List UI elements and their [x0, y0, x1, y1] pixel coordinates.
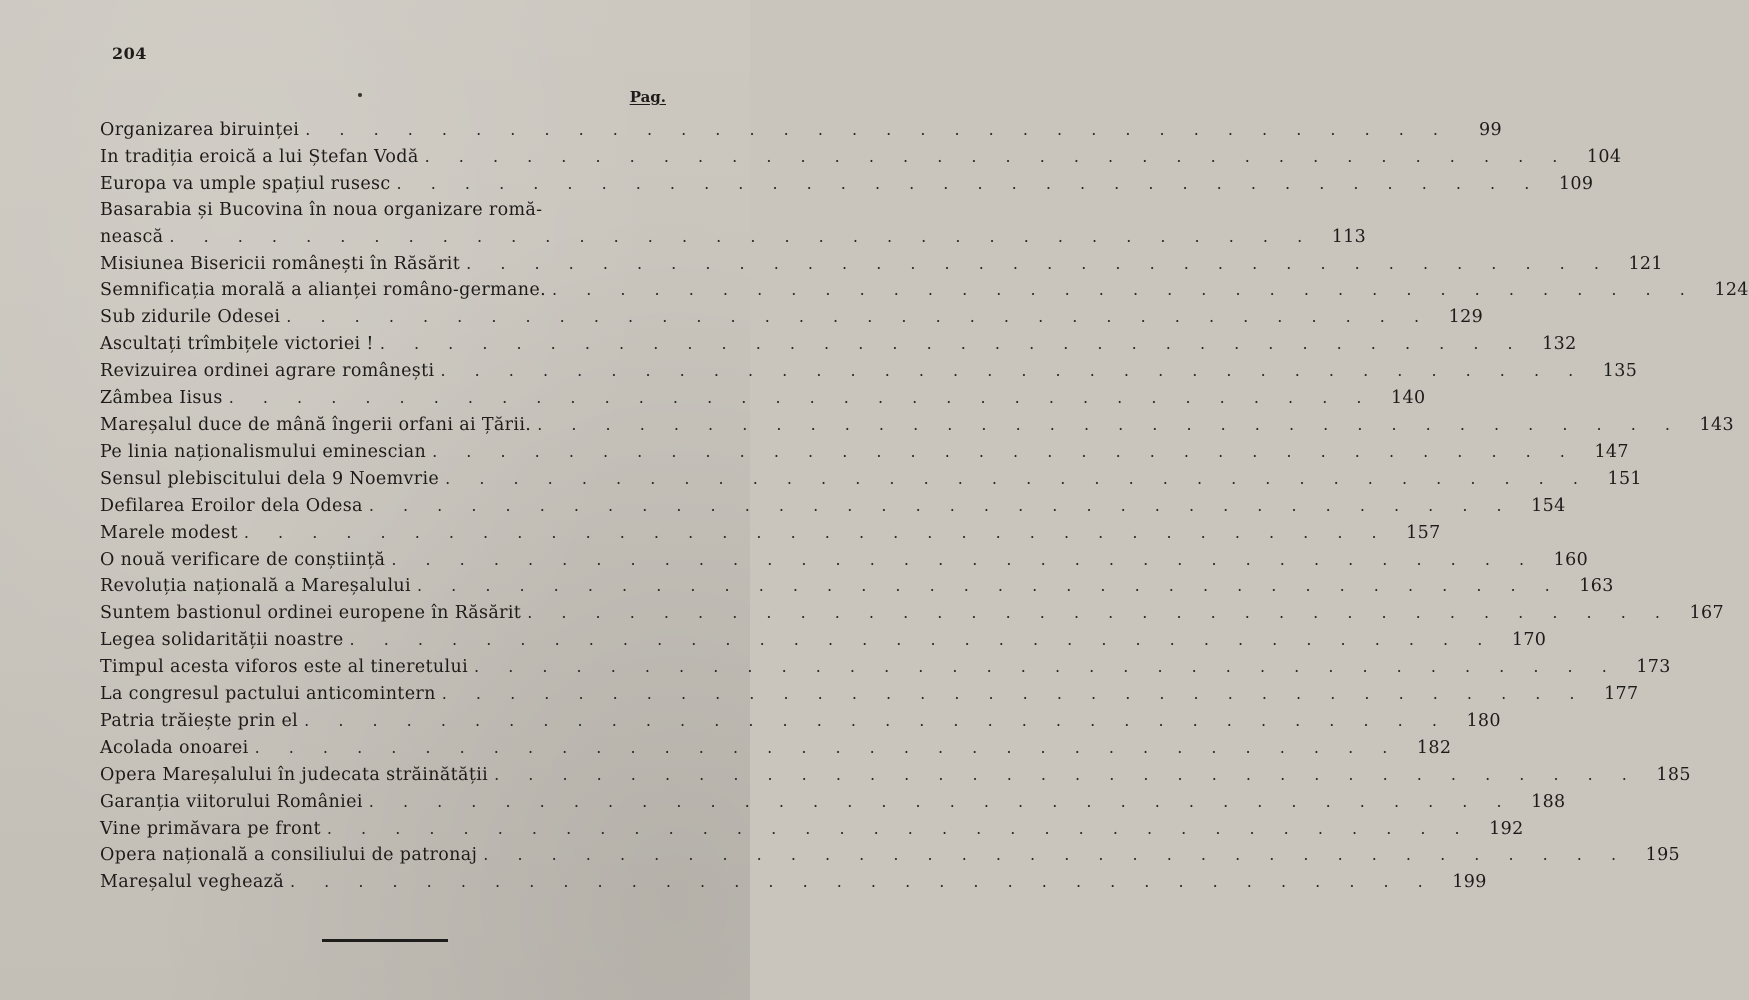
toc-line — [100, 869, 1487, 896]
toc-line — [100, 600, 1724, 627]
toc-entry — [100, 439, 1629, 466]
dot-leader: . . . . . . . . . . . . . . . . . . . . . . . . . . . . . . . . . . — [243, 522, 1389, 542]
dot-leader: . . . . . . . . . . . . . . . . . . . . . . . . . . . . . . . . . . — [441, 684, 1587, 704]
table-of-contents — [100, 117, 1749, 896]
toc-entry-title: Patria trăiește prin el — [100, 710, 299, 731]
toc-entry-title: Legea solidarității noastre — [100, 630, 344, 651]
toc-entry — [100, 144, 1622, 171]
toc-line — [100, 171, 1594, 198]
dot-leader: . . . . . . . . . . . . . . . . . . . . . . . . . . . . . . . . . . — [289, 872, 1435, 892]
toc-entry-page: 199 — [1452, 872, 1487, 893]
toc-entry-page: 192 — [1489, 818, 1524, 839]
toc-entry-title: Revoluția națională a Mareșalului — [100, 576, 411, 597]
toc-entry-page: 173 — [1636, 657, 1671, 678]
dot-leader: . . . . . . . . . . . . . . . . . . . . . . . . . . . . . . . . . . — [527, 603, 1672, 623]
toc-entry-page: 180 — [1466, 710, 1501, 731]
toc-entry-page: 177 — [1604, 684, 1639, 705]
toc-entry-page: 113 — [1331, 226, 1367, 247]
toc-entry-title: Mareșalul veghează — [100, 872, 284, 893]
toc-entry — [100, 735, 1452, 762]
toc-line — [100, 144, 1622, 171]
toc-entry-title: Ascultați trîmbițele victoriei ! — [100, 334, 374, 355]
toc-entry-title: Garanția viitorului României — [100, 791, 363, 812]
dot-leader: . . . . . . . . . . . . . . . . . . . . . . . . . . . . . . . . . . — [368, 791, 1514, 811]
toc-entry — [100, 198, 1367, 251]
toc-line — [100, 331, 1577, 358]
toc-entry-title: Europa va umple spațiul rusesc — [100, 173, 391, 194]
toc-entry — [100, 331, 1577, 358]
toc-line — [100, 493, 1566, 520]
toc-entry-page: 185 — [1656, 764, 1691, 785]
dot-leader: . . . . . . . . . . . . . . . . . . . . . . . . . . . . . . . . . . — [254, 737, 1400, 757]
toc-entry-title: Timpul acesta viforos este al tineretului — [100, 657, 469, 678]
toc-line — [100, 520, 1441, 547]
toc-entry-page: 157 — [1406, 522, 1441, 543]
toc-line — [100, 412, 1734, 439]
toc-entry — [100, 547, 1589, 574]
dot-leader: . . . . . . . . . . . . . . . . . . . . . . . . . . . . . . . . . . — [445, 468, 1590, 488]
toc-entry-page: 147 — [1594, 441, 1629, 462]
toc-entry — [100, 762, 1691, 789]
dot-leader: . . . . . . . . . . . . . . . . . . . . . . . . . . . . . . . . . . — [494, 764, 1639, 784]
dot-leader: . . . . . . . . . . . . . . . . . . . . . . . . . . . . . . . . . . — [391, 549, 1537, 569]
toc-entry-page: 170 — [1511, 630, 1547, 651]
toc-entry — [100, 304, 1484, 331]
toc-line — [100, 654, 1671, 681]
dot-leader: . . . . . . . . . . . . . . . . . . . . . . . . . . . . . . . . . . — [424, 146, 1570, 166]
dot-leader: . . . . . . . . . . . . . . . . . . . . . . . . . . . . . . . . . . — [349, 630, 1495, 650]
dot-leader: . . . . . . . . . . . . . . . . . . . . . . . . . . . . . . . . . . — [416, 576, 1562, 596]
dot-leader: . . . . . . . . . . . . . . . . . . . . . . . . . . . . . . . . . . — [466, 253, 1611, 273]
toc-entry-title: Revizuirea ordinei agrare românești — [100, 361, 435, 382]
toc-entry-page: 109 — [1558, 173, 1594, 194]
toc-entry — [100, 681, 1639, 708]
toc-entry-title-line1: Basarabia și Bucovina în noua organizare romă- — [100, 199, 543, 220]
toc-entry-title: La congresul pactului anticomintern — [100, 684, 436, 705]
toc-entry-title: Acolada onoarei — [100, 737, 249, 758]
toc-entry-page: 160 — [1553, 549, 1589, 570]
dot-leader: . . . . . . . . . . . . . . . . . . . . . . . . . . . . . . . . . . — [379, 334, 1525, 354]
toc-line — [100, 681, 1639, 708]
toc-line — [100, 735, 1452, 762]
toc-line — [100, 627, 1547, 654]
toc-entry — [100, 385, 1426, 412]
dot-leader: . . . . . . . . . . . . . . . . . . . . . . . . . . . . . . . . . . — [474, 657, 1619, 677]
toc-entry-title: Misiunea Bisericii românești în Răsărit — [100, 253, 461, 274]
toc-entry-page: 154 — [1531, 495, 1566, 516]
toc-entry — [100, 117, 1502, 144]
toc-entry — [100, 412, 1734, 439]
toc-line — [100, 439, 1629, 466]
toc-line — [100, 708, 1501, 735]
toc-entry — [100, 493, 1566, 520]
toc-entry — [100, 708, 1501, 735]
toc-entry — [100, 277, 1749, 304]
toc-entry-title: Defilarea Eroilor dela Odesa — [100, 495, 363, 516]
toc-entry — [100, 600, 1724, 627]
toc-line — [100, 762, 1691, 789]
toc-entry-page: 143 — [1699, 414, 1734, 435]
toc-line — [100, 573, 1614, 600]
toc-entry-title: Zâmbea Iisus — [100, 388, 223, 409]
toc-entry — [100, 627, 1547, 654]
toc-entry-page: 121 — [1628, 253, 1663, 274]
toc-entry-title: Opera națională a consiliului de patronaj — [100, 845, 478, 866]
page-number: 204 — [112, 44, 147, 63]
dot-leader: . . . . . . . . . . . . . . . . . . . . . . . . . . . . . . . . . . — [396, 173, 1542, 193]
toc-entry-title: Sub zidurile Odesei — [100, 307, 281, 328]
toc-entry — [100, 842, 1681, 869]
page-column-header: Pag. — [629, 88, 666, 106]
toc-entry-title: Pe linia naționalismului eminescian — [100, 441, 427, 462]
toc-entry — [100, 171, 1594, 198]
toc-line — [100, 224, 1367, 251]
toc-entry-title: In tradiția eroică a lui Ștefan Vodă — [100, 146, 419, 167]
toc-entry-page: 99 — [1479, 120, 1502, 140]
toc-line — [100, 304, 1484, 331]
toc-line — [100, 385, 1426, 412]
dot-leader: . . . . . . . . . . . . . . . . . . . . . . . . . . . . . . . . . . — [169, 226, 1315, 246]
toc-entry — [100, 520, 1441, 547]
dot-leader: . . . . . . . . . . . . . . . . . . . . . . . . . . . . . . . . . . — [440, 361, 1586, 381]
ink-dot — [358, 93, 362, 97]
dot-leader: . . . . . . . . . . . . . . . . . . . . . . . . . . . . . . . . . . — [304, 710, 1449, 730]
toc-entry — [100, 466, 1642, 493]
toc-entry — [100, 358, 1638, 385]
toc-entry — [100, 869, 1487, 896]
toc-entry-title: O nouă verificare de conștiință — [100, 549, 386, 570]
toc-entry-title: Marele modest — [100, 522, 238, 543]
toc-entry-page: 129 — [1448, 307, 1484, 328]
toc-entry — [100, 654, 1671, 681]
toc-entry-title: Mareșalul duce de mână îngerii orfani ai Țării. — [100, 414, 532, 435]
toc-entry-title: nească — [100, 226, 164, 247]
toc-entry-title: Opera Mareșalului în judecata străinătății — [100, 764, 489, 785]
toc-line — [100, 789, 1566, 816]
toc-line — [100, 816, 1524, 843]
toc-entry-title: Vine primăvara pe front — [100, 818, 321, 839]
toc-entry — [100, 573, 1614, 600]
toc-line — [100, 251, 1663, 278]
toc-entry-page: 135 — [1602, 361, 1638, 382]
toc-line — [100, 547, 1589, 574]
toc-entry-page: 132 — [1542, 334, 1577, 355]
closing-rule — [322, 939, 448, 942]
toc-entry-page: 167 — [1689, 603, 1724, 624]
toc-entry — [100, 789, 1566, 816]
dot-leader: . . . . . . . . . . . . . . . . . . . . . . . . . . . . . . . . . . — [537, 414, 1682, 434]
toc-entry-title: Organizarea biruinței — [100, 120, 300, 140]
toc-entry-title: Semnificația morală a alianței româno-germane. — [100, 280, 547, 301]
toc-entry-page: 124 — [1714, 280, 1749, 301]
dot-leader: . . . . . . . . . . . . . . . . . . . . . . . . . . . . . . . . . . — [483, 845, 1629, 865]
toc-entry-page: 195 — [1645, 845, 1681, 866]
toc-entry-page: 140 — [1391, 388, 1426, 409]
toc-entry-page: 151 — [1607, 468, 1642, 489]
dot-leader: . . . . . . . . . . . . . . . . . . . . . . . . . . . . . . . . . . — [368, 495, 1514, 515]
toc-line — [100, 117, 1502, 144]
toc-entry — [100, 816, 1524, 843]
toc-entry-page: 188 — [1531, 791, 1566, 812]
toc-line — [100, 842, 1681, 869]
toc-line — [100, 466, 1642, 493]
toc-line — [100, 277, 1749, 304]
toc-entry-title: Sensul plebiscitului dela 9 Noemvrie — [100, 468, 440, 489]
toc-line — [100, 358, 1638, 385]
dot-leader: . . . . . . . . . . . . . . . . . . . . . . . . . . . . . . . . . . — [286, 307, 1432, 327]
dot-leader: . . . . . . . . . . . . . . . . . . . . . . . . . . . . . . . . . . — [305, 120, 1450, 139]
dot-leader: . . . . . . . . . . . . . . . . . . . . . . . . . . . . . . . . . . — [552, 280, 1697, 300]
toc-entry-page: 182 — [1416, 737, 1452, 758]
toc-entry — [100, 251, 1663, 278]
toc-entry-title: Suntem bastionul ordinei europene în Răsărit — [100, 603, 522, 624]
dot-leader: . . . . . . . . . . . . . . . . . . . . . . . . . . . . . . . . . . — [326, 818, 1472, 838]
toc-entry-page: 163 — [1579, 576, 1614, 597]
dot-leader: . . . . . . . . . . . . . . . . . . . . . . . . . . . . . . . . . . — [432, 441, 1577, 461]
toc-entry-page: 104 — [1586, 146, 1622, 167]
dot-leader: . . . . . . . . . . . . . . . . . . . . . . . . . . . . . . . . . . — [228, 388, 1374, 408]
